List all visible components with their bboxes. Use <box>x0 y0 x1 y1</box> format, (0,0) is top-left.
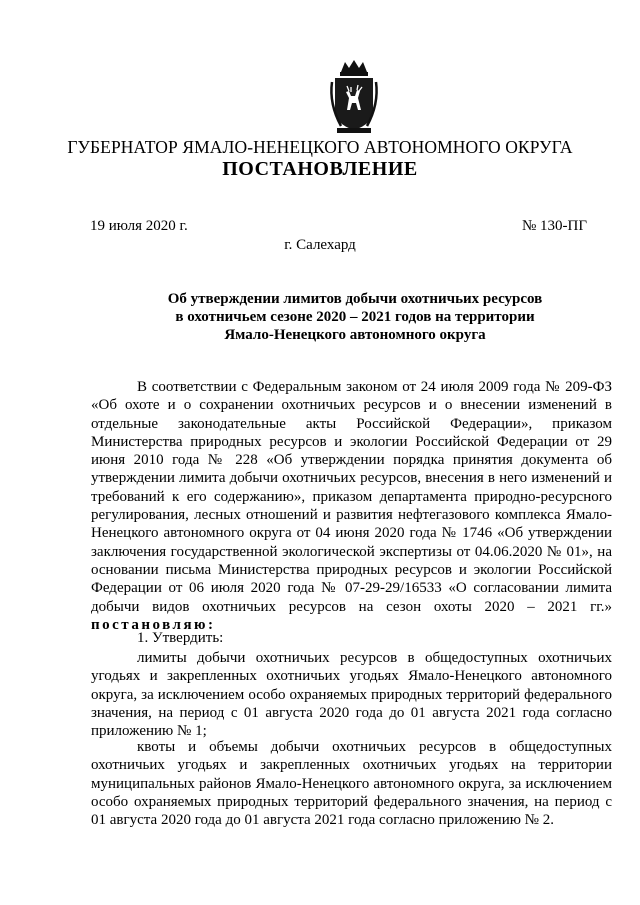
title-line: в охотничьем сезоне 2020 – 2021 годов на территории <box>175 309 535 325</box>
issuing-authority: ГУБЕРНАТОР ЯМАЛО-НЕНЕЦКОГО АВТОНОМНОГО ОКРУГА <box>67 137 573 157</box>
item-1-clause-limits: лимиты добычи охотничьих ресурсов в общедоступных охотничьих угодьях и закрепленных охотничьих угодьях Ямало-Ненецкого автономного округа, за исключением особо охраняемых природных территорий федерального значения, на период с 01 августа 2020 года до 01 августа 2021 года согласно приложению № 1; <box>91 650 612 740</box>
preamble-paragraph <box>91 378 612 634</box>
document-city: г. Салехард <box>284 237 356 253</box>
document-number: № 130-ПГ <box>521 218 587 234</box>
document-type: ПОСТАНОВЛЕНИЕ <box>222 158 418 180</box>
item-1-heading: 1. Утвердить: <box>137 630 224 646</box>
decree-word: постановляю: <box>91 616 216 633</box>
title-line: Ямало-Ненецкого автономного округа <box>224 327 486 343</box>
item-1-clause-quotas: квоты и объемы добычи охотничьих ресурсов в общедоступных охотничьих угодьях и закрепленных охотничьих угодьях на территории муниципальных районов Ямало-Ненецкого автономного округа, за исключением особо охраняемых природных территорий федерального значения, на период с 01 августа 2020 года до 01 августа 2021 года согласно приложению № 2. <box>91 739 612 829</box>
title-line: Об утверждении лимитов добычи охотничьих ресурсов <box>167 291 543 307</box>
document-date: 19 июля 2020 г. <box>90 218 188 234</box>
preamble-text: В соответствии с Федеральным законом от 24 июля 2009 года № 209-ФЗ «Об охоте и о сохранении охотничьих ресурсов и о внесении изменений в отдельные законодательные акты Российской Федерации», приказом Министерства природных ресурсов и экологии Российской Федерации от 29 июня 2010 года № 228 «Об утверждении порядка принятия документа об утверждении лимита добычи охотничьих ресурсов, внесения в него изменений и требований к его содержанию», приказом департамента природно-ресурсного регулирования, лесных отношений и развития нефтегазового комплекса Ямало-Ненецкого автономного округа от 04 июня 2020 года № 1746 «Об утверждении заключения государственной экологической экспертизы от 04.06.2020 № 01», на основании письма Министерства природных ресурсов и экологии Российской Федерации от 06 июля 2020 года № 07-29-29/16533 «О согласовании лимита добычи видов охотничьих ресурсов на сезон охоты 2020 – 2021 гг.» <box>91 379 612 615</box>
document-title <box>150 290 560 344</box>
coat-of-arms-icon <box>327 58 381 136</box>
